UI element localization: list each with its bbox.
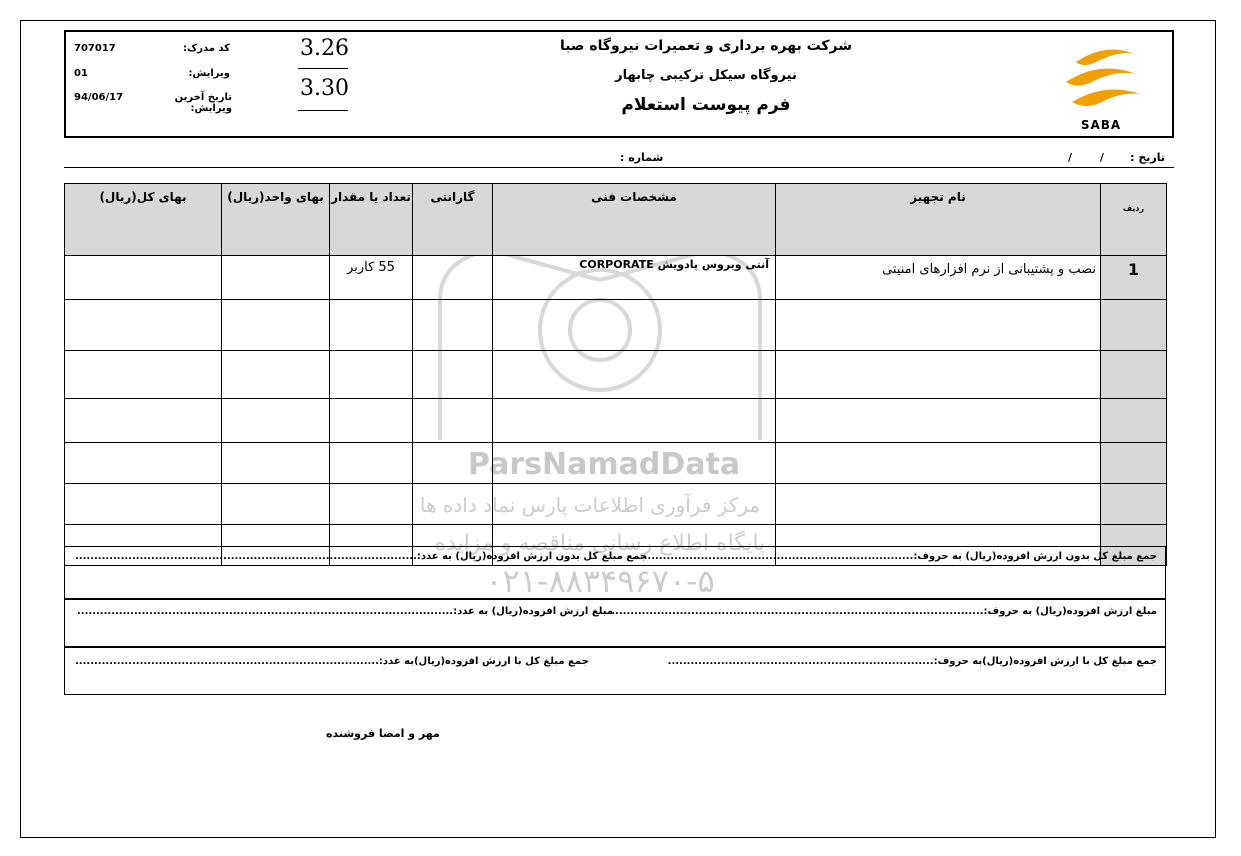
plant-name: نیروگاه سیکل ترکیبی چابهار (615, 68, 797, 83)
doc-code-value: 707017 (74, 43, 116, 54)
header-titles (416, 32, 996, 115)
table-row-empty (65, 300, 1167, 351)
summary-line3-words: جمع مبلغ کل با ارزش افزوده(ریال)به حروف:...................................................................... (667, 656, 1157, 667)
col-header-total: بهای کل(ریال) (65, 184, 222, 256)
rev-divider-2 (298, 110, 348, 111)
number-label: شماره : (620, 151, 664, 164)
saba-logo (1036, 40, 1166, 132)
table-row-empty (65, 484, 1167, 525)
table-row-empty (65, 351, 1167, 399)
col-header-spec: مشخصات فنی (493, 184, 776, 256)
table-row-empty (65, 399, 1167, 443)
last-edit-label: تاریخ آخرین ویرایش: (174, 92, 232, 114)
col-header-qty: تعداد یا مقدار (330, 184, 413, 256)
col-header-warranty: گارانتی (413, 184, 493, 256)
summary-line3-numbers: جمع مبلغ کل با ارزش افزوده(ریال)به عدد:................................................................................ (75, 656, 589, 667)
watermark-phone: ۰۲۱-۸۸۳۴۹۶۷۰-۵ (485, 562, 715, 600)
summary-box-3 (64, 647, 1166, 695)
table-row (65, 256, 1167, 300)
form-title: فرم پیوست استعلام (621, 95, 791, 115)
row-name: نصب و پشتیبانی از نرم افزارهای امنیتی (776, 256, 1101, 300)
row-total (65, 256, 222, 300)
summary-box-1 (64, 546, 1166, 599)
rev-divider (298, 68, 348, 69)
items-table (64, 183, 1167, 566)
doc-code-label: کد مدرک: (182, 43, 230, 54)
row-qty: 55 کاربر (330, 256, 413, 300)
edition-value: 01 (74, 68, 88, 79)
table-row-empty (65, 443, 1167, 484)
form-header (64, 30, 1174, 138)
summary-box-2 (64, 599, 1166, 647)
col-header-unit-price: بهای واحد(ریال) (222, 184, 330, 256)
date-value: / / (1068, 151, 1104, 164)
row-warranty (413, 256, 493, 300)
saba-logo-icon (1036, 40, 1166, 114)
seller-signature-label: مهر و امضا فروشنده (326, 727, 440, 740)
date-label: تاریخ : (1130, 151, 1165, 164)
date-divider (64, 167, 1174, 168)
summary-line1-words: جمع مبلغ کل بدون ارزش افزوده(ریال) به حروف:.......................................................................... (632, 551, 1157, 562)
summary-line1-numbers: جمع مبلغ کل بدون ارزش افزوده(ریال) به عدد:.......................................................................................... (75, 551, 648, 562)
rev-a: 3.26 (300, 36, 349, 61)
edition-label: ویرایش: (188, 68, 230, 79)
row-unit-price (222, 256, 330, 300)
watermark-brand: ParsNamadData (467, 447, 741, 482)
summary-line2-words: مبلغ ارزش افزوده(ریال) به حروف:.................................................................................................. (611, 606, 1157, 617)
col-header-name: نام تجهیز (776, 184, 1101, 256)
summary-line2-numbers: مبلغ ارزش افزوده(ریال) به عدد:................................................................................................... (77, 606, 614, 617)
company-name: شرکت بهره برداری و تعمیرات نیروگاه صبا (559, 38, 853, 54)
row-index: 1 (1101, 256, 1167, 300)
col-header-index: ردیف (1101, 184, 1167, 256)
row-spec: آنتی ویروس پادویش CORPORATE (493, 256, 776, 300)
document-meta (66, 32, 356, 136)
watermark-line1: مرکز فرآوری اطلاعات پارس نماد داده ها (419, 493, 761, 517)
table-header-row (65, 184, 1167, 256)
last-edit-value: 94/06/17 (74, 92, 124, 103)
logo-text: SABA (1080, 118, 1122, 132)
rev-b: 3.30 (300, 76, 349, 101)
watermark-line2: پایگاه اطلاع رسانی مناقصه و مزایده (434, 531, 766, 556)
